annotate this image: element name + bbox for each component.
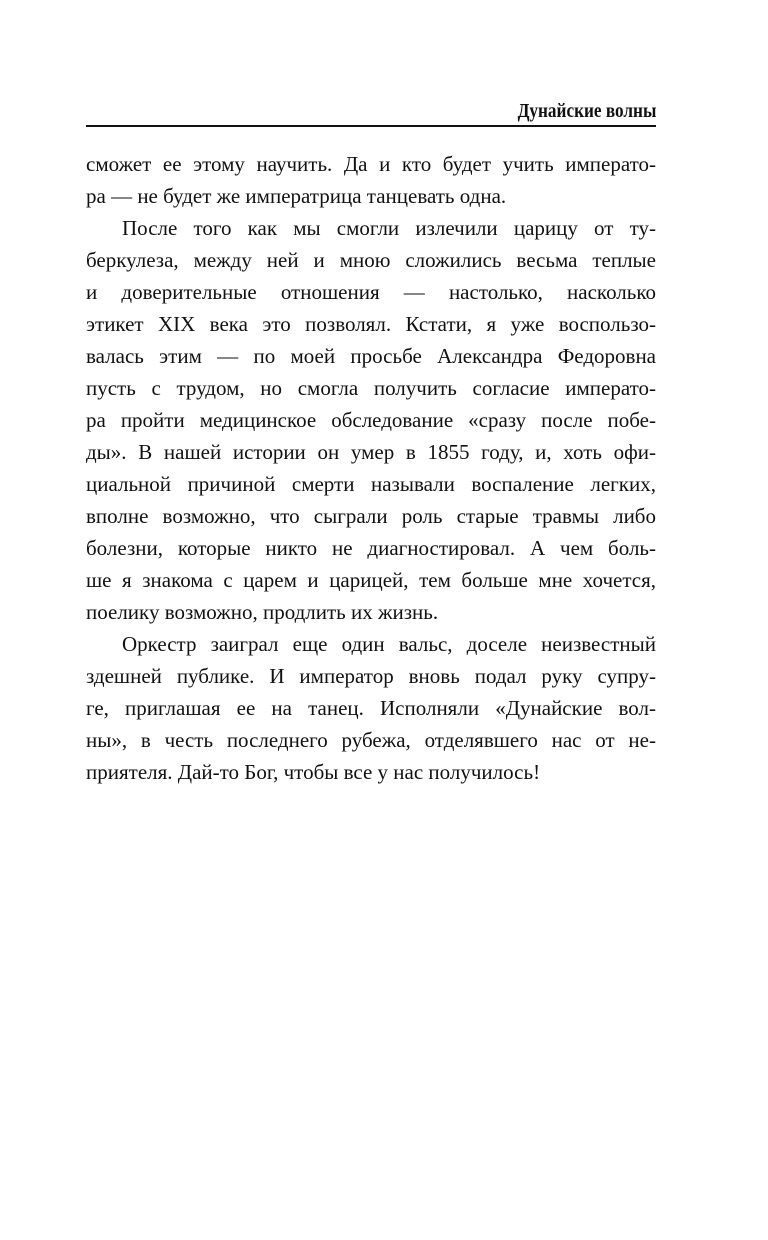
text-line: валась этим — по моей просьбе Александра Федоровна [86,344,656,368]
text-line: и доверительные отношения — настолько, насколько [86,280,656,304]
text-line: этикет XIX века это позволял. Кстати, я уже воспользо- [86,312,656,336]
text-line: ды». В нашей истории он умер в 1855 году, и, хоть офи- [86,440,656,464]
text-line: пусть с трудом, но смогла получить согласие императо- [86,376,656,400]
text-line: ра пройти медицинское обследование «сразу после побе- [86,408,656,432]
text-line: здешней публике. И император вновь подал руку супру- [86,664,656,688]
text-line: приятеля. Дай-то Бог, чтобы все у нас получилось! [86,760,541,784]
text-line: После того как мы смогли излечили царицу от ту- [122,216,656,240]
text-line: Оркестр заиграл еще один вальс, доселе неизвестный [122,632,656,656]
text-line: циальной причиной смерти называли воспаление легких, [86,472,656,496]
text-line: поелику возможно, продлить их жизнь. [86,600,439,624]
body-text [86,148,656,788]
text-line: ны», в честь последнего рубежа, отделявшего нас от не- [86,728,656,752]
text-line: сможет ее этому научить. Да и кто будет учить императо- [86,152,656,176]
text-line: болезни, которые никто не диагностировал. А чем боль- [86,536,656,560]
text-line: ге, приглашая ее на танец. Исполняли «Дунайские вол- [86,696,656,720]
text-line: ра — не будет же императрица танцевать одна. [86,184,507,208]
text-line: вполне возможно, что сыграли роль старые травмы либо [86,504,656,528]
running-title: Дунайские волны [517,100,656,122]
header-rule [86,125,656,127]
text-line: ше я знакома с царем и царицей, тем больше мне хочется, [86,568,656,592]
text-line: беркулеза, между ней и мною сложились весьма теплые [86,248,656,272]
